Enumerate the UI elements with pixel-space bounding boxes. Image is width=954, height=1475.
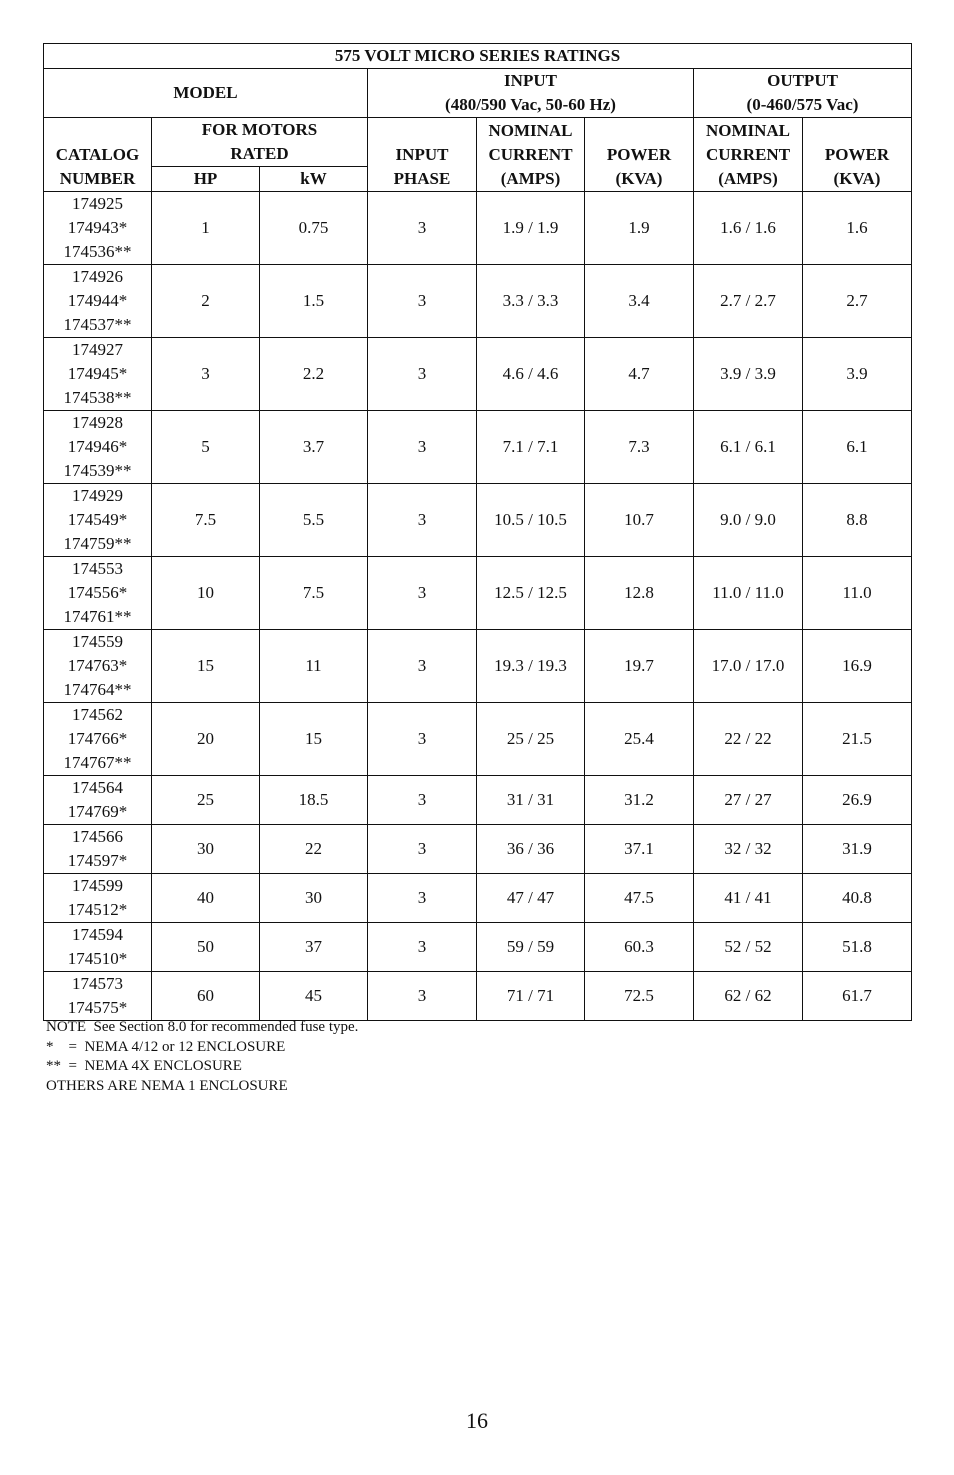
phase-header-line2: PHASE [393,169,451,188]
phase-cell: 3 [368,265,477,338]
catalog-number: 174537** [63,315,132,334]
input-power-cell: 19.7 [585,630,694,703]
catalog-number: 174512* [67,900,128,919]
kw-cell: 3.7 [260,411,368,484]
phase-cell: 3 [368,703,477,776]
catalog-number: 174549* [67,510,128,529]
input-current-cell: 31 / 31 [477,776,585,825]
output-current-cell: 1.6 / 1.6 [694,192,803,265]
output-power-cell: 40.8 [803,874,912,923]
output-current-cell: 32 / 32 [694,825,803,874]
phase-cell: 3 [368,557,477,630]
output-power-cell: 2.7 [803,265,912,338]
catalog-number: 174943* [67,218,128,237]
catalog-number: 174926 [72,267,123,286]
catalog-number-cell [44,776,152,825]
output-power-cell: 16.9 [803,630,912,703]
input-current-cell: 1.9 / 1.9 [477,192,585,265]
catalog-header-line2: NUMBER [59,169,136,188]
phase-cell: 3 [368,825,477,874]
table-row [44,192,912,265]
catalog-number: 174599 [72,876,123,895]
phase-cell: 3 [368,192,477,265]
catalog-number: 174564 [72,778,123,797]
output-header-line2: (0-460/575 Vac) [746,95,859,114]
catalog-number-cell [44,825,152,874]
catalog-number: 174764** [63,680,132,699]
hp-cell: 2 [152,265,260,338]
catalog-number-cell [44,192,152,265]
output-current-cell: 27 / 27 [694,776,803,825]
hp-cell: 7.5 [152,484,260,557]
phase-cell: 3 [368,411,477,484]
input-current-cell: 3.3 / 3.3 [477,265,585,338]
ratings-table [43,43,912,1021]
catalog-number-cell [44,703,152,776]
model-header: MODEL [44,69,368,118]
phase-cell: 3 [368,630,477,703]
input-current-cell: 10.5 / 10.5 [477,484,585,557]
catalog-number: 174927 [72,340,123,359]
input-power-cell: 10.7 [585,484,694,557]
phase-header-line1: INPUT [395,145,449,164]
catalog-number-header [44,118,152,192]
kw-cell: 22 [260,825,368,874]
input-power-cell: 1.9 [585,192,694,265]
catalog-number: 174575* [67,998,128,1017]
out-current-header-line1: NOMINAL [705,121,791,140]
catalog-number: 174539** [63,461,132,480]
input-current-cell: 19.3 / 19.3 [477,630,585,703]
input-power-cell: 7.3 [585,411,694,484]
kw-cell: 0.75 [260,192,368,265]
catalog-number: 174946* [67,437,128,456]
note-fuse: NOTE See Section 8.0 for recommended fuse type. [46,1019,359,1035]
table-row [44,703,912,776]
input-current-cell: 47 / 47 [477,874,585,923]
hp-header: HP [152,167,260,192]
hp-cell: 20 [152,703,260,776]
input-current-cell: 25 / 25 [477,703,585,776]
table-row [44,265,912,338]
input-current-cell: 71 / 71 [477,972,585,1021]
catalog-number-cell [44,874,152,923]
output-current-cell: 9.0 / 9.0 [694,484,803,557]
out-power-header-line1: POWER [824,145,890,164]
in-current-header-line1: NOMINAL [488,121,573,140]
kw-cell: 45 [260,972,368,1021]
catalog-number-cell [44,923,152,972]
input-power-cell: 12.8 [585,557,694,630]
phase-cell: 3 [368,923,477,972]
input-power-cell: 31.2 [585,776,694,825]
output-power-cell: 8.8 [803,484,912,557]
note-nema-1: OTHERS ARE NEMA 1 ENCLOSURE [46,1077,288,1094]
input-power-cell: 72.5 [585,972,694,1021]
input-power-cell: 25.4 [585,703,694,776]
phase-cell: 3 [368,338,477,411]
hp-cell: 40 [152,874,260,923]
kw-cell: 2.2 [260,338,368,411]
page-number: 16 [466,1408,488,1433]
output-power-cell: 3.9 [803,338,912,411]
catalog-number-cell [44,630,152,703]
input-current-header [477,118,585,192]
kw-cell: 30 [260,874,368,923]
out-current-header-line2: CURRENT [705,145,791,164]
hp-cell: 1 [152,192,260,265]
output-current-cell: 11.0 / 11.0 [694,557,803,630]
catalog-number: 174562 [72,705,123,724]
input-power-cell: 3.4 [585,265,694,338]
kw-cell: 18.5 [260,776,368,825]
output-header-line1: OUTPUT [767,71,838,90]
kw-cell: 37 [260,923,368,972]
table-row [44,874,912,923]
kw-cell: 11 [260,630,368,703]
catalog-number: 174945* [67,364,128,383]
kw-cell: 7.5 [260,557,368,630]
hp-cell: 15 [152,630,260,703]
in-current-header-line3: (AMPS) [500,169,561,188]
output-power-cell: 11.0 [803,557,912,630]
phase-cell: 3 [368,874,477,923]
output-power-cell: 21.5 [803,703,912,776]
catalog-number: 174538** [63,388,132,407]
output-current-cell: 17.0 / 17.0 [694,630,803,703]
catalog-number-cell [44,265,152,338]
catalog-number: 174556* [67,583,128,602]
table-row [44,972,912,1021]
table-row [44,825,912,874]
catalog-number: 174553 [72,559,123,578]
catalog-number-cell [44,972,152,1021]
input-power-cell: 37.1 [585,825,694,874]
input-power-cell: 60.3 [585,923,694,972]
catalog-number: 174536** [63,242,132,261]
table-row [44,557,912,630]
output-power-cell: 1.6 [803,192,912,265]
table-title: 575 VOLT MICRO SERIES RATINGS [44,44,912,69]
catalog-number: 174559 [72,632,123,651]
catalog-number: 174510* [67,949,128,968]
note-nema-4x: ** = NEMA 4X ENCLOSURE [46,1058,242,1074]
catalog-number: 174928 [72,413,123,432]
output-current-cell: 62 / 62 [694,972,803,1021]
catalog-number-cell [44,484,152,557]
output-current-cell: 3.9 / 3.9 [694,338,803,411]
input-power-cell: 47.5 [585,874,694,923]
out-current-header-line3: (AMPS) [718,169,778,188]
catalog-number-cell [44,411,152,484]
table-row [44,630,912,703]
table-row [44,338,912,411]
phase-cell: 3 [368,484,477,557]
input-current-cell: 36 / 36 [477,825,585,874]
catalog-number: 174594 [72,925,123,944]
kw-header: kW [260,167,368,192]
catalog-number: 174929 [72,486,123,505]
output-power-cell: 6.1 [803,411,912,484]
table-body [44,192,912,1021]
catalog-number: 174761** [63,607,132,626]
kw-cell: 15 [260,703,368,776]
hp-cell: 60 [152,972,260,1021]
phase-cell: 3 [368,972,477,1021]
input-current-cell: 7.1 / 7.1 [477,411,585,484]
output-power-cell: 31.9 [803,825,912,874]
hp-cell: 10 [152,557,260,630]
kw-cell: 1.5 [260,265,368,338]
catalog-header-line1: CATALOG [55,145,140,164]
input-phase-header [368,118,477,192]
output-power-header [803,118,912,192]
hp-cell: 25 [152,776,260,825]
output-current-cell: 22 / 22 [694,703,803,776]
input-header [368,69,694,118]
output-current-cell: 52 / 52 [694,923,803,972]
output-power-cell: 26.9 [803,776,912,825]
notes [46,1018,358,1096]
input-header-line2: (480/590 Vac, 50-60 Hz) [445,95,616,114]
input-current-cell: 4.6 / 4.6 [477,338,585,411]
hp-cell: 50 [152,923,260,972]
catalog-number: 174769* [67,802,128,821]
output-power-cell: 51.8 [803,923,912,972]
phase-cell: 3 [368,776,477,825]
catalog-number-cell [44,557,152,630]
catalog-number: 174759** [63,534,132,553]
hp-cell: 30 [152,825,260,874]
output-current-header [694,118,803,192]
hp-cell: 3 [152,338,260,411]
input-power-header [585,118,694,192]
catalog-number: 174566 [72,827,123,846]
output-header [694,69,912,118]
output-current-cell: 2.7 / 2.7 [694,265,803,338]
out-power-header-line2: (KVA) [833,169,881,188]
hp-cell: 5 [152,411,260,484]
table-row [44,411,912,484]
motors-header-line1: FOR MOTORS [201,120,318,139]
table-row [44,776,912,825]
note-nema-4-12: * = NEMA 4/12 or 12 ENCLOSURE [46,1038,286,1055]
catalog-number: 174597* [67,851,128,870]
catalog-number: 174573 [72,974,123,993]
in-power-header-line2: (KVA) [615,169,663,188]
catalog-number: 174766* [67,729,128,748]
catalog-number: 174763* [67,656,128,675]
in-power-header-line1: POWER [606,145,672,164]
catalog-number: 174767** [63,753,132,772]
kw-cell: 5.5 [260,484,368,557]
input-header-line1: INPUT [504,71,557,90]
input-current-cell: 12.5 / 12.5 [477,557,585,630]
motors-rated-header [152,118,368,167]
motors-header-line2: RATED [230,144,289,163]
output-current-cell: 6.1 / 6.1 [694,411,803,484]
table-header [44,44,912,192]
input-current-cell: 59 / 59 [477,923,585,972]
catalog-number: 174925 [72,194,123,213]
table-row [44,484,912,557]
output-power-cell: 61.7 [803,972,912,1021]
in-current-header-line2: CURRENT [488,145,573,164]
input-power-cell: 4.7 [585,338,694,411]
catalog-number-cell [44,338,152,411]
table-row [44,923,912,972]
catalog-number: 174944* [67,291,128,310]
output-current-cell: 41 / 41 [694,874,803,923]
